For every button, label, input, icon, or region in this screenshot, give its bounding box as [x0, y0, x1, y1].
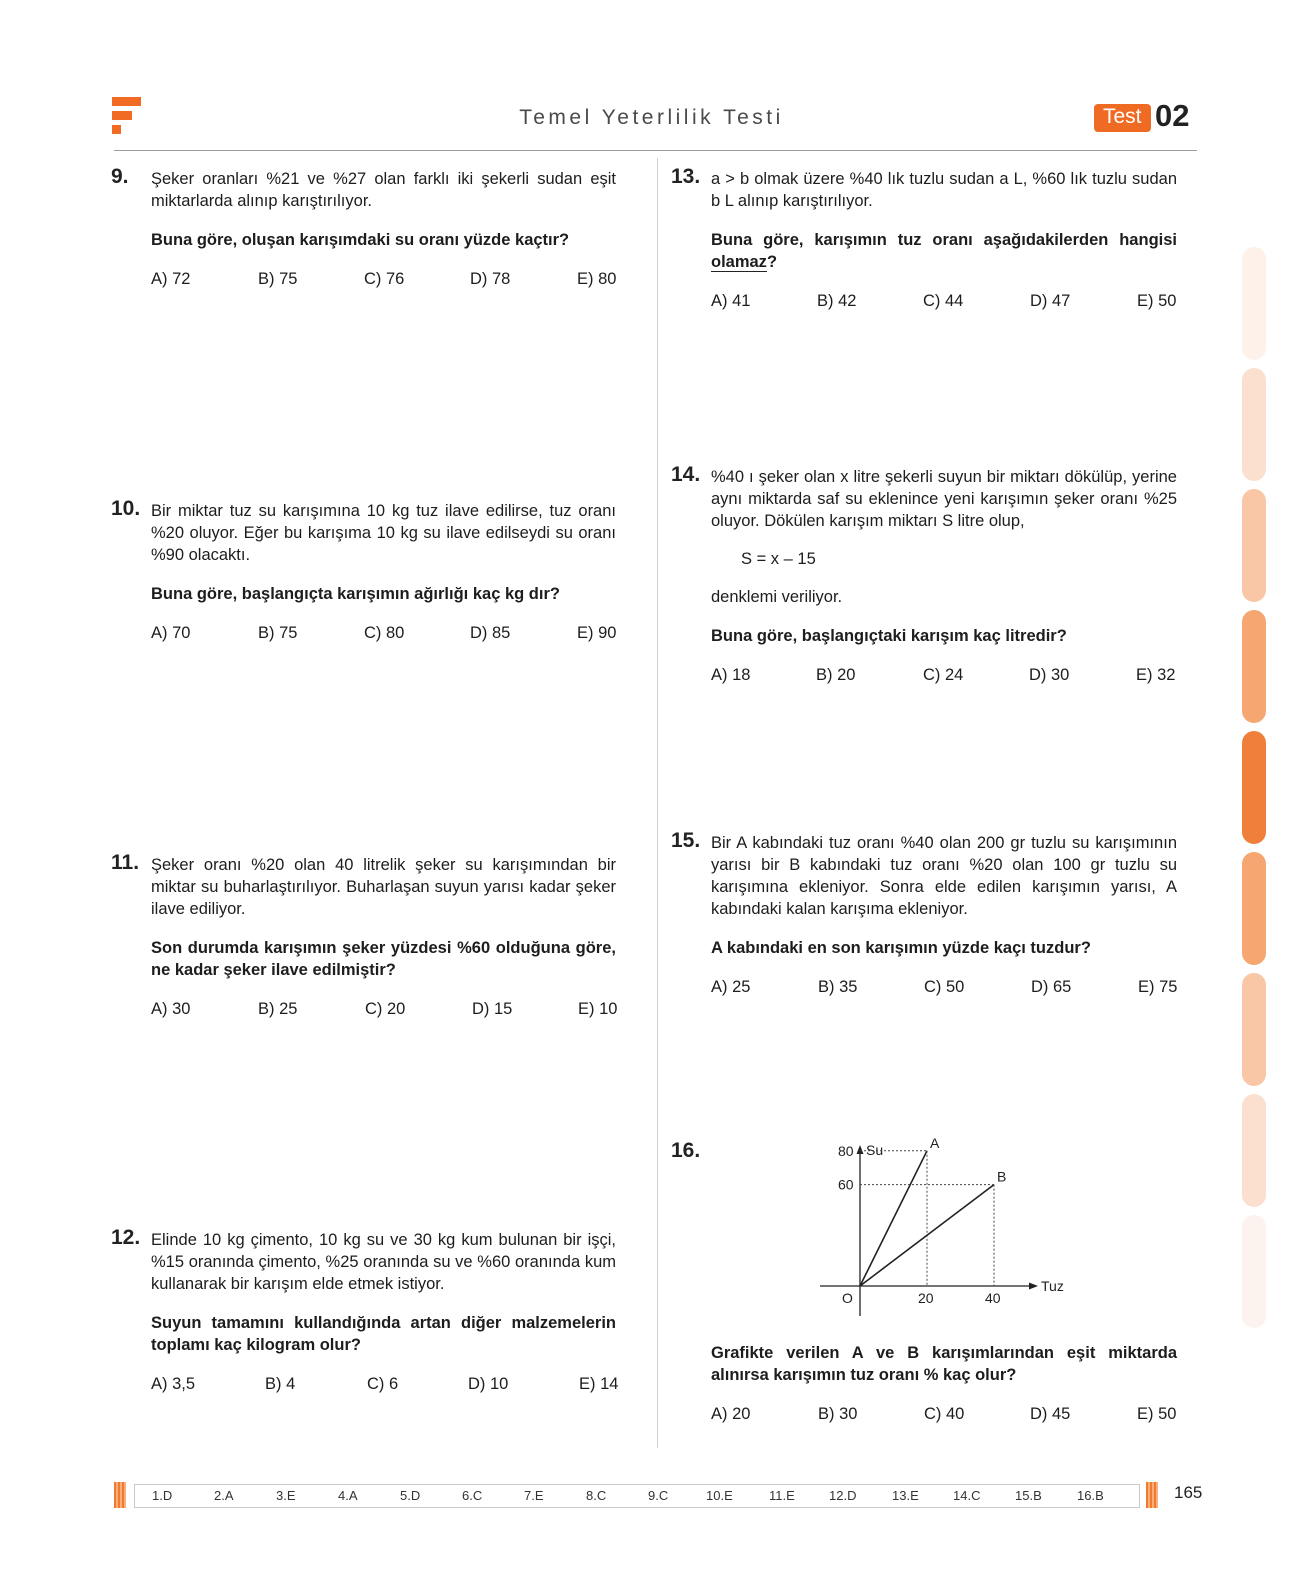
- x-axis-arrow: [1029, 1283, 1038, 1290]
- choice-e[interactable]: E) 14: [579, 1375, 619, 1393]
- question-prompt: Suyun tamamını kullandığında artan diğer malzemelerin toplamı kaç kilogram olur?: [151, 1314, 616, 1354]
- question-number: 10.: [111, 497, 141, 520]
- question-prompt: Buna göre, başlangıçtaki karışım kaç litredir?: [711, 627, 1067, 645]
- header-divider: [114, 150, 1197, 151]
- answer-key-item: 9.C: [648, 1488, 669, 1503]
- equation: S = x – 15: [741, 550, 816, 568]
- y-tick-label: 80: [838, 1142, 854, 1159]
- question-10: [111, 497, 617, 644]
- test-number: 02: [1155, 98, 1190, 133]
- y-axis-arrow: [857, 1145, 864, 1154]
- choice-c[interactable]: C) 6: [367, 1375, 399, 1393]
- question-text: Bir A kabındaki tuz oranı %40 olan 200 gr tuzlu su karışımının yarısı bir B kabındaki tuz oranı %20 olan 100 gr tuzlu su karışımına ekleniyor. Sonra elde edilen karışımın yarısı, A kabındaki kalan karışıma ekleniyor.: [711, 834, 1177, 918]
- choice-b[interactable]: B) 35: [818, 978, 858, 996]
- question-prompt: Son durumda karışımın şeker yüzdesi %60 olduğuna göre, ne kadar şeker ilave edilmiştir?: [151, 939, 616, 979]
- answer-key-item: 15.B: [1015, 1488, 1042, 1503]
- choice-a[interactable]: A) 20: [711, 1405, 751, 1423]
- answer-key-item: 13.E: [892, 1488, 919, 1503]
- choice-d[interactable]: D) 30: [1029, 666, 1070, 684]
- choice-e[interactable]: E) 90: [577, 624, 617, 642]
- point-label-b: B: [997, 1168, 1007, 1185]
- answer-choices: [711, 1403, 1177, 1425]
- side-tab[interactable]: [1242, 852, 1266, 965]
- question-prompt: A kabındaki en son karışımın yüzde kaçı tuzdur?: [711, 939, 1091, 957]
- page-title: Temel Yeterlilik Testi: [519, 106, 784, 129]
- question-number: 12.: [111, 1226, 141, 1249]
- question-prompt: Buna göre, oluşan karışımdaki su oranı yüzde kaçtır?: [151, 231, 570, 249]
- question-number: 9.: [111, 165, 129, 188]
- choice-d[interactable]: D) 78: [470, 270, 511, 288]
- question-prompt: [711, 229, 1177, 273]
- answer-bar-stripe-right: [1146, 1482, 1158, 1508]
- answer-key-item: 4.A: [338, 1488, 358, 1503]
- question-prompt: Buna göre, başlangıçta karışımın ağırlığı kaç kg dır?: [151, 585, 560, 603]
- answer-key-item: 2.A: [214, 1488, 234, 1503]
- choice-a[interactable]: A) 25: [711, 978, 751, 996]
- choice-d[interactable]: D) 85: [470, 624, 511, 642]
- prompt-end: ?: [766, 253, 778, 271]
- x-tick-label: 40: [985, 1290, 1001, 1306]
- question-9: [111, 165, 617, 290]
- answer-key-item: 16.B: [1077, 1488, 1104, 1503]
- page-number: 165: [1174, 1483, 1203, 1502]
- question-11: [111, 851, 618, 1020]
- answer-choices: [711, 664, 1177, 686]
- choice-c[interactable]: C) 50: [924, 978, 965, 996]
- question-text: Şeker oranı %20 olan 40 litrelik şeker su karışımından bir miktar su buharlaştırılıyor. Buharlaşan suyun yarısı kadar şeker ilave ediliyor.: [151, 856, 616, 918]
- column-divider: [657, 158, 658, 1448]
- answer-key-item: 11.E: [769, 1488, 795, 1503]
- choice-e[interactable]: E) 75: [1138, 978, 1178, 996]
- choice-e[interactable]: E) 32: [1136, 666, 1176, 684]
- choice-e[interactable]: E) 10: [578, 1000, 618, 1018]
- question-number: 11.: [111, 851, 140, 874]
- answer-bar-stripe-left: [114, 1482, 126, 1508]
- choice-a[interactable]: A) 72: [151, 270, 191, 288]
- choice-b[interactable]: B) 30: [818, 1405, 858, 1423]
- x-axis-label: Tuz: [1041, 1278, 1064, 1294]
- choice-a[interactable]: A) 41: [711, 292, 751, 310]
- choice-c[interactable]: C) 24: [923, 666, 964, 684]
- side-tab[interactable]: [1242, 1215, 1266, 1328]
- choice-c[interactable]: C) 20: [365, 1000, 406, 1018]
- choice-d[interactable]: D) 10: [468, 1375, 509, 1393]
- choice-a[interactable]: A) 3,5: [151, 1375, 196, 1393]
- choice-b[interactable]: B) 75: [258, 624, 298, 642]
- answer-choices: [151, 268, 616, 290]
- series-line-a: [860, 1151, 927, 1286]
- choice-b[interactable]: B) 20: [816, 666, 856, 684]
- answer-choices: [151, 998, 616, 1020]
- choice-d[interactable]: D) 47: [1030, 292, 1071, 310]
- side-tab[interactable]: [1242, 368, 1266, 481]
- answer-choices: [151, 622, 616, 644]
- answer-key-item: 14.C: [953, 1488, 981, 1503]
- test-badge: Test: [1094, 104, 1151, 132]
- answer-key-item: 10.E: [706, 1488, 733, 1503]
- question-text: a > b olmak üzere %40 lık tuzlu sudan a L, %60 lık tuzlu sudan b L alınıp karıştırılıyor.: [711, 170, 1177, 210]
- answer-key-item: 8.C: [586, 1488, 607, 1503]
- choice-d[interactable]: D) 45: [1030, 1405, 1071, 1423]
- choice-c[interactable]: C) 44: [923, 292, 964, 310]
- choice-d[interactable]: D) 65: [1031, 978, 1072, 996]
- point-label-a: A: [930, 1138, 940, 1151]
- question-number: 14.: [671, 463, 701, 486]
- side-tab[interactable]: [1242, 1094, 1266, 1207]
- choice-a[interactable]: A) 30: [151, 1000, 191, 1018]
- choice-a[interactable]: A) 70: [151, 624, 191, 642]
- side-tab[interactable]: [1242, 247, 1266, 360]
- y-tick-label: 60: [838, 1176, 854, 1193]
- question-number: 15.: [671, 829, 701, 852]
- side-tab[interactable]: [1242, 973, 1266, 1086]
- choice-c[interactable]: C) 76: [364, 270, 405, 288]
- side-tab[interactable]: [1242, 610, 1266, 723]
- question-15: [671, 829, 1178, 998]
- choice-e[interactable]: E) 80: [577, 270, 617, 288]
- question-note: denklemi veriliyor.: [711, 588, 843, 606]
- answer-key: [134, 1484, 1140, 1508]
- x-tick-label: 20: [918, 1290, 934, 1306]
- question-13: [671, 165, 1177, 312]
- prompt-text: Buna göre, karışımın tuz oranı aşağıdakilerden hangisi: [711, 231, 1177, 249]
- answer-key-item: 12.D: [829, 1488, 857, 1503]
- choice-e[interactable]: E) 50: [1137, 292, 1177, 310]
- choice-e[interactable]: E) 50: [1137, 1405, 1177, 1423]
- answer-key-item: 3.E: [276, 1488, 296, 1503]
- question-text: %40 ı şeker olan x litre şekerli suyun bir miktarı dökülüp, yerine aynı miktarda saf su eklenince yeni karışımın şeker oranı %25 oluyor. Dökülen karışım miktarı S litre olup,: [711, 468, 1177, 530]
- answer-key-item: 7.E: [524, 1488, 544, 1503]
- origin-label: O: [842, 1290, 853, 1306]
- question-text: Bir miktar tuz su karışımına 10 kg tuz ilave edilirse, tuz oranı %20 oluyor. Eğer bu karışıma 10 kg su ilave edilseydi su oranı %90 olacaktı.: [151, 502, 616, 564]
- choice-a[interactable]: A) 18: [711, 666, 751, 684]
- question-text: Şeker oranları %21 ve %27 olan farklı iki şekerli sudan eşit miktarlarda alınıp karıştırılıyor.: [151, 170, 616, 210]
- answer-key-item: 5.D: [400, 1488, 421, 1503]
- choice-d[interactable]: D) 15: [472, 1000, 513, 1018]
- choice-b[interactable]: B) 4: [265, 1375, 296, 1393]
- answer-choices: [151, 1373, 619, 1395]
- question-text: Elinde 10 kg çimento, 10 kg su ve 30 kg kum bulunan bir işçi, %15 oranında çimento, %25 oranında su ve %60 oranında kum kullanarak bir karışım elde etmek istiyor.: [151, 1231, 616, 1293]
- question-number: 13.: [671, 165, 701, 188]
- y-axis-label: Su: [866, 1142, 884, 1158]
- side-tab[interactable]: [1242, 489, 1266, 602]
- prompt-underlined: olamaz: [711, 253, 767, 271]
- choice-b[interactable]: B) 75: [258, 270, 298, 288]
- question-number: 16.: [671, 1139, 701, 1162]
- question-12: [111, 1226, 619, 1395]
- answer-key-item: 6.C: [462, 1488, 483, 1503]
- chart-su-tuz: [820, 1138, 1080, 1318]
- question-14: [671, 463, 1177, 686]
- answer-choices: [711, 976, 1177, 998]
- answer-choices: [711, 290, 1177, 312]
- choice-c[interactable]: C) 80: [364, 624, 405, 642]
- side-tab[interactable]: [1242, 731, 1266, 844]
- choice-b[interactable]: B) 25: [258, 1000, 298, 1018]
- answer-key-item: 1.D: [152, 1488, 173, 1503]
- question-prompt: Grafikte verilen A ve B karışımlarından eşit miktarda alınırsa karışımın tuz oranı % kaç olur?: [711, 1344, 1177, 1384]
- question-16-prompt: [711, 1342, 1177, 1425]
- choice-c[interactable]: C) 40: [924, 1405, 965, 1423]
- choice-b[interactable]: B) 42: [817, 292, 857, 310]
